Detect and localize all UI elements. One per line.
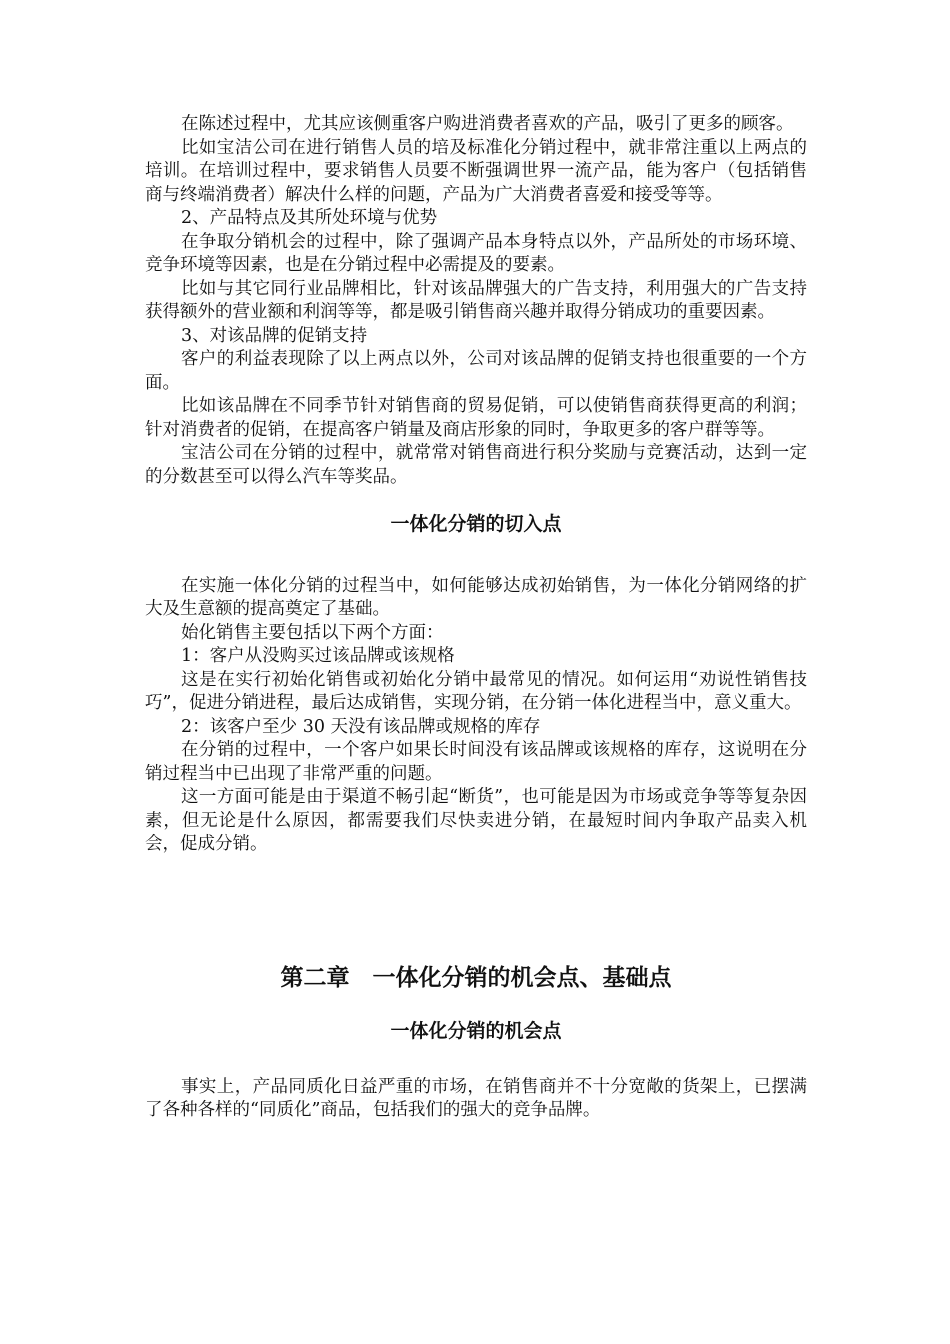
paragraph: 在陈述过程中，尤其应该侧重客户购进消费者喜欢的产品，吸引了更多的顾客。 bbox=[181, 114, 794, 134]
section-3 bbox=[145, 1076, 807, 1123]
paragraph: 宝洁公司在分销的过程中，就常常对销售商进行积分奖励与竞赛活动，达到一定的分数甚至可以得么汽车等奖品。 bbox=[145, 443, 807, 487]
paragraph: 事实上，产品同质化日益严重的市场，在销售商并不十分宽敞的货架上，已摆满了各种各样的“同质化”商品，包括我们的强大的竞争品牌。 bbox=[145, 1076, 807, 1120]
paragraph: 比如该品牌在不同季节针对销售商的贸易促销，可以使销售商获得更高的利润；针对消费者的促销，在提高客户销量及商店形象的同时，争取更多的客户群等等。 bbox=[145, 396, 807, 440]
section-heading-entry: 一体化分销的切入点 bbox=[390, 513, 562, 535]
paragraph: 这是在实行初始化销售或初始化分销中最常见的情况。如何运用“劝说性销售技巧”，促进分销进程，最后达成销售，实现分销，在分销一体化进程当中，意义重大。 bbox=[145, 669, 807, 713]
paragraph: 这一方面可能是由于渠道不畅引起“断货”，也可能是因为市场或竞争等等复杂因素，但无论是什么原因，都需要我们尽快卖进分销，在最短时间内争取产品卖入机会，促成分销。 bbox=[145, 787, 807, 854]
section-heading-opportunity: 一体化分销的机会点 bbox=[390, 1020, 562, 1042]
subheading: 3、对该品牌的促销支持 bbox=[181, 325, 368, 346]
section-2 bbox=[145, 575, 807, 857]
list-item: 2：该客户至少 30 天没有该品牌或规格的库存 bbox=[181, 716, 541, 737]
paragraph: 始化销售主要包括以下两个方面： bbox=[181, 622, 444, 643]
paragraph: 在实施一体化分销的过程当中，如何能够达成初始销售，为一体化分销网络的扩大及生意额的提高奠定了基础。 bbox=[145, 575, 807, 619]
document-page bbox=[145, 113, 807, 1123]
paragraph: 比如与其它同行业品牌相比，针对该品牌强大的广告支持，利用强大的广告支持获得额外的营业额和利润等等，都是吸引销售商兴趣并取得分销成功的重要因素。 bbox=[145, 278, 807, 322]
paragraph: 在争取分销机会的过程中，除了强调产品本身特点以外，产品所处的市场环境、竞争环境等因素，也是在分销过程中必需提及的要素。 bbox=[145, 231, 807, 275]
list-item: 1：客户从没购买过该品牌或该规格 bbox=[181, 646, 455, 666]
paragraph: 在分销的过程中，一个客户如果长时间没有该品牌或该规格的库存，这说明在分销过程当中已出现了非常严重的问题。 bbox=[145, 740, 807, 784]
section-1 bbox=[145, 113, 807, 489]
chapter-title: 第二章 一体化分销的机会点、基础点 bbox=[280, 964, 672, 991]
paragraph: 比如宝洁公司在进行销售人员的培及标准化分销过程中，就非常注重以上两点的培训。在培训过程中，要求销售人员要不断强调世界一流产品，能为客户（包括销售商与终端消费者）解决什么样的问题，产品为广大消费者喜爱和接受等等。 bbox=[145, 137, 807, 205]
paragraph: 客户的利益表现除了以上两点以外，公司对该品牌的促销支持也很重要的一个方面。 bbox=[145, 349, 807, 393]
subheading: 2、产品特点及其所处环境与优势 bbox=[181, 208, 438, 228]
